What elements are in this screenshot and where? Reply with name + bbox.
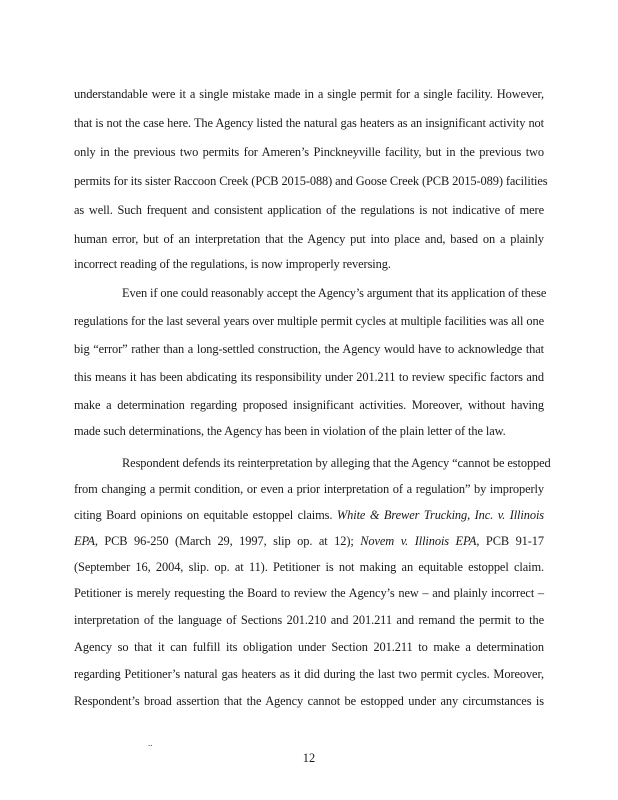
text-line: (September 16, 2004, slip. op. at 11). Petitioner is not making an equitable estoppel claim. xyxy=(74,560,544,574)
footer-mark: .. xyxy=(148,738,153,748)
text-line: Agency so that it can fulfill its obligation under Section 201.211 to make a determination xyxy=(74,640,544,654)
text-line: Respondent’s broad assertion that the Agency cannot be estopped under any circumstances is xyxy=(74,694,544,708)
text-line: big “error” rather than a long-settled construction, the Agency would have to acknowledge that xyxy=(74,342,544,356)
text-line: regulations for the last several years over multiple permit cycles at multiple facilities was all one xyxy=(74,314,544,328)
text-line: that is not the case here. The Agency listed the natural gas heaters as an insignificant activity not xyxy=(74,116,544,130)
text-line: Even if one could reasonably accept the Agency’s argument that its application of these xyxy=(122,286,547,300)
case-citation: White & Brewer Trucking, Inc. v. Illinois xyxy=(336,508,545,522)
text-line xyxy=(74,534,544,549)
text-segment: citing Board opinions on equitable estoppel claims. xyxy=(74,508,337,522)
text-line: interpretation of the language of Sections 201.210 and 201.211 and remand the permit to the xyxy=(74,613,544,627)
text-line: as well. Such frequent and consistent application of the regulations is not indicative of mere xyxy=(74,203,544,217)
text-line: only in the previous two permits for Ameren’s Pinckneyville facility, but in the previous two xyxy=(74,145,544,159)
text-line: Respondent defends its reinterpretation by alleging that the Agency “cannot be estopped xyxy=(122,456,551,470)
text-line: from changing a permit condition, or even a prior interpretation of a regulation” by improperly xyxy=(74,482,544,496)
text-line: understandable were it a single mistake made in a single permit for a single facility. However, xyxy=(74,87,544,101)
text-segment: , PCB 96-250 (March 29, 1997, slip op. at 12); xyxy=(94,534,361,548)
case-citation: EPA xyxy=(74,534,95,548)
text-line: this means it has been abdicating its responsibility under 201.211 to review specific factors and xyxy=(74,370,544,384)
text-line: made such determinations, the Agency has been in violation of the plain letter of the law. xyxy=(74,424,506,438)
text-line: regarding Petitioner’s natural gas heaters as it did during the last two permit cycles. Moreover, xyxy=(74,667,544,681)
text-line: make a determination regarding proposed insignificant activities. Moreover, without having xyxy=(74,398,544,412)
text-line xyxy=(74,508,544,523)
case-citation: Novem v. Illinois EPA xyxy=(360,534,477,548)
text-line: human error, but of an interpretation that the Agency put into place and, based on a plainly xyxy=(74,232,544,246)
text-line: permits for its sister Raccoon Creek (PCB 2015-088) and Goose Creek (PCB 2015-089) facilities xyxy=(74,174,548,188)
text-line: Petitioner is merely requesting the Board to review the Agency’s new – and plainly incorrect – xyxy=(74,586,544,600)
text-line: incorrect reading of the regulations, is now improperly reversing. xyxy=(74,257,391,271)
text-segment: , PCB 91-17 xyxy=(476,534,544,548)
page-number: 12 xyxy=(302,751,316,765)
